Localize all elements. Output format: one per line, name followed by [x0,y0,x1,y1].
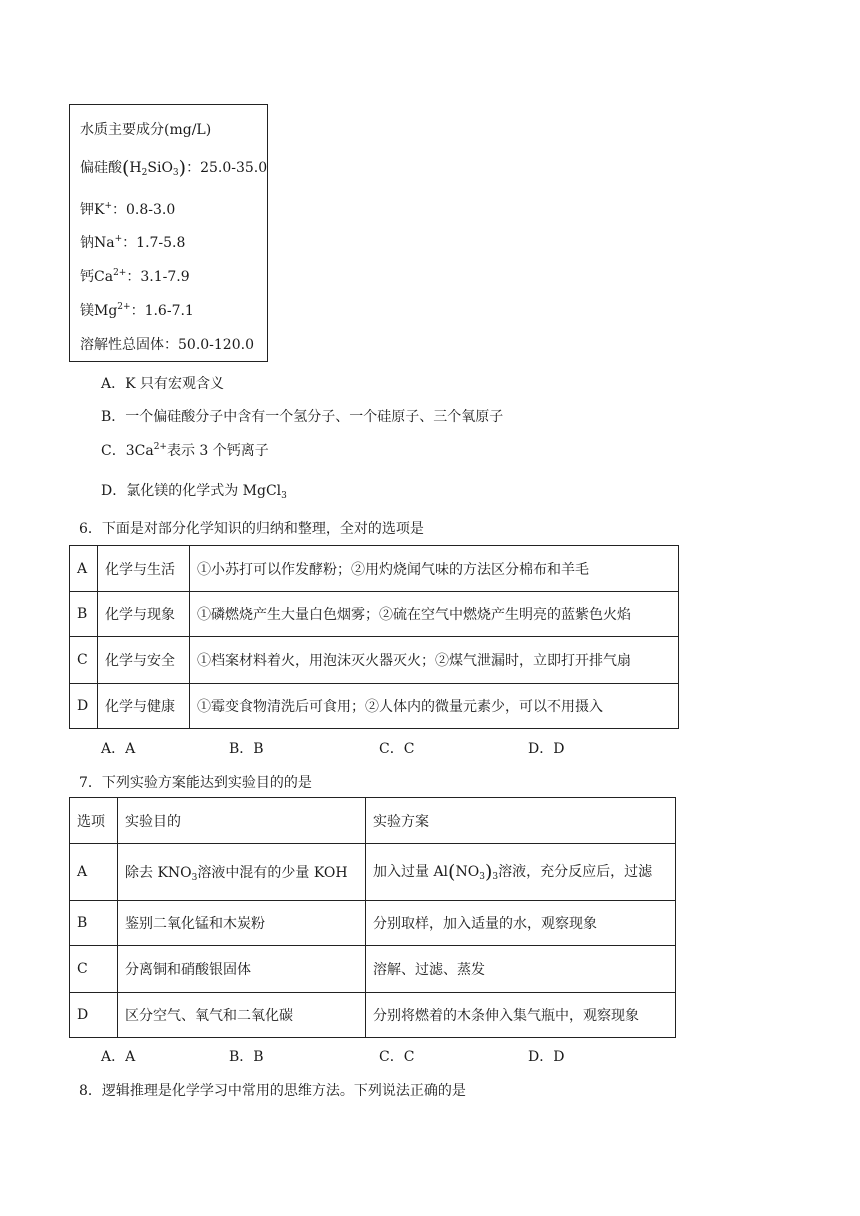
table-row [70,901,676,946]
row-key: A [70,844,118,901]
row-plan: 分别取样，加入适量的水，观察现象 [366,901,676,946]
row-key: B [70,901,118,946]
q7-option-d: D．D [528,1049,565,1065]
q5-option-a: A．K 只有宏观含义 [101,376,225,392]
row-content: ①磷燃烧产生大量白色烟雾；②硫在空气中燃烧产生明亮的蓝紫色火焰 [190,592,679,637]
table-row [70,637,679,684]
q6-option-c: C．C [379,741,415,757]
row-content: ①档案材料着火，用泡沫灭火器灭火；②煤气泄漏时，立即打开排气扇 [190,637,679,684]
q8-stem: 8．逻辑推理是化学学习中常用的思维方法。下列说法正确的是 [79,1083,466,1099]
q7-option-b: B．B [229,1049,264,1065]
header-purpose: 实验目的 [118,798,366,844]
row-plan: 加入过量 $Al(NO_3)_3$溶液，充分反应后，过滤 [366,844,676,901]
row-purpose: 除去 $KNO_3$溶液中混有的少量 KOH [118,844,366,901]
h2sio3-line: 偏硅酸$(H_2SiO_3)$：25.0-35.0 [80,157,268,179]
row-plan: 溶解、过滤、蒸发 [366,946,676,993]
q7-stem: 7．下列实验方案能达到实验目的的是 [79,775,312,791]
table-row [70,844,676,901]
row-key: D [70,684,98,729]
row-content: ①小苏打可以作发酵粉；②用灼烧闻气味的方法区分棉布和羊毛 [190,546,679,592]
table-row [70,546,679,592]
table-row [70,592,679,637]
row-key: B [70,592,98,637]
water-quality-box [69,104,268,362]
row-purpose: 区分空气、氧气和二氧化碳 [118,993,366,1038]
row-topic: 化学与生活 [98,546,190,592]
table-row [70,946,676,993]
k-line: 钾K+：0.8-3.0 [80,201,176,218]
na-line: 钠Na+：1.7-5.8 [80,234,186,251]
q6-stem: 6．下面是对部分化学知识的归纳和整理，全对的选项是 [79,521,424,537]
table-header-row [70,798,676,844]
header-option: 选项 [70,798,118,844]
q7-table [69,797,676,1038]
table-row [70,684,679,729]
q6-option-b: B．B [229,741,264,757]
q6-option-a: A．A [101,741,136,757]
solids-line: 溶解性总固体：50.0-120.0 [80,337,254,353]
table-row [70,993,676,1038]
row-key: C [70,946,118,993]
row-key: D [70,993,118,1038]
q6-table [69,545,679,729]
row-topic: 化学与健康 [98,684,190,729]
header-plan: 实验方案 [366,798,676,844]
box-title: 水质主要成分(mg/L) [80,122,212,138]
row-key: C [70,637,98,684]
row-key: A [70,546,98,592]
q5-option-b: B．一个偏硅酸分子中含有一个氢分子、一个硅原子、三个氧原子 [101,409,504,425]
row-topic: 化学与安全 [98,637,190,684]
row-purpose: 分离铜和硝酸银固体 [118,946,366,993]
row-purpose: 鉴别二氧化锰和木炭粉 [118,901,366,946]
ca-line: 钙$Ca^{2+}$：3.1-7.9 [80,268,190,285]
q7-option-c: C．C [379,1049,415,1065]
row-topic: 化学与现象 [98,592,190,637]
row-content: ①霉变食物清洗后可食用；②人体内的微量元素少，可以不用摄入 [190,684,679,729]
q5-option-d: D．氯化镁的化学式为 MgCl$_3$ [101,483,287,501]
q5-option-c: C．$3Ca^{2+}$表示 3 个钙离子 [101,442,269,459]
q7-option-a: A．A [101,1049,136,1065]
row-plan: 分别将燃着的木条伸入集气瓶中，观察现象 [366,993,676,1038]
q6-option-d: D．D [528,741,565,757]
mg-line: 镁$Mg^{2+}$：1.6-7.1 [80,302,194,319]
